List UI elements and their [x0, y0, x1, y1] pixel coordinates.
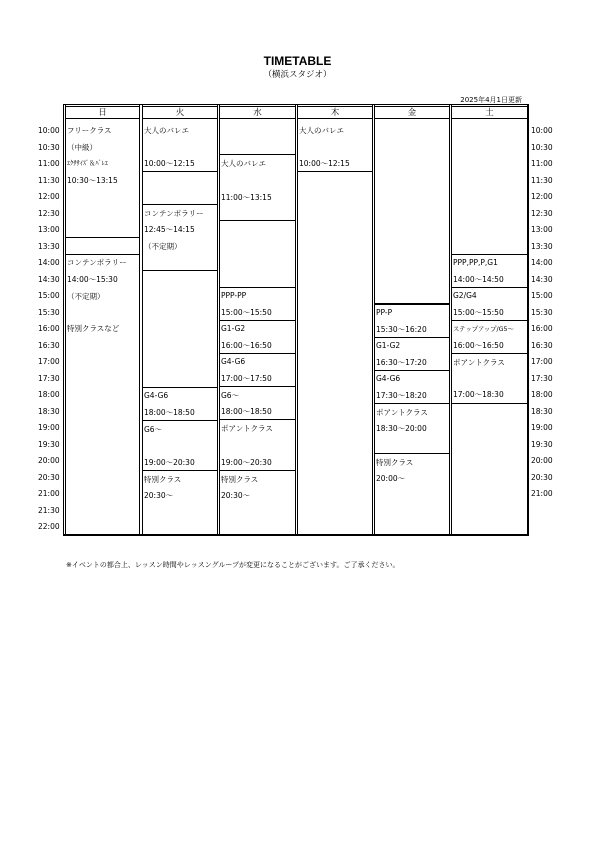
class-name: 大人のバレエ [221, 159, 266, 168]
time-label: 12:00 [38, 192, 60, 201]
time-label: 17:30 [38, 374, 60, 383]
class-name: ポアントクラス [376, 408, 428, 417]
empty-block [451, 123, 528, 255]
class-time: 17:00～17:50 [221, 374, 272, 383]
empty-block [297, 172, 373, 536]
class-block [142, 421, 218, 471]
class-block [142, 388, 218, 421]
time-label: 12:30 [38, 209, 60, 218]
class-block [451, 255, 528, 288]
class-time: 18:00～18:50 [221, 407, 272, 416]
time-label: 10:30 [531, 143, 553, 152]
class-time: 10:30～13:15 [67, 176, 118, 185]
day-header-sun: 日 [65, 106, 140, 119]
page-title: TIMETABLE [263, 54, 332, 68]
time-label: 14:00 [531, 258, 553, 267]
class-block [451, 321, 528, 354]
class-name: 大人のバレエ [299, 126, 344, 135]
time-label: 18:00 [38, 390, 60, 399]
class-time: 16:00～16:50 [221, 341, 272, 350]
empty-block [374, 123, 450, 305]
time-label: 10:00 [531, 126, 553, 135]
time-label: 19:30 [531, 440, 553, 449]
class-name: 大人のバレエ [144, 126, 189, 135]
time-label: 15:30 [531, 308, 553, 317]
time-label: 19:00 [531, 423, 553, 432]
time-label: 13:00 [38, 225, 60, 234]
time-label: 16:30 [531, 341, 553, 350]
class-time: 19:00～20:30 [221, 458, 272, 467]
class-block [374, 404, 450, 454]
time-label: 15:00 [38, 291, 60, 300]
time-label: 11:30 [38, 176, 60, 185]
class-block [219, 354, 296, 387]
class-time: 14:00～14:50 [453, 275, 504, 284]
time-label: 16:30 [38, 341, 60, 350]
day-header-fri: 金 [374, 106, 450, 119]
day-header-sat: 土 [451, 106, 528, 119]
time-label: 12:00 [531, 192, 553, 201]
time-label: 17:00 [38, 357, 60, 366]
time-label: 14:30 [38, 275, 60, 284]
time-label: 19:30 [38, 440, 60, 449]
class-time: 11:00～13:15 [221, 193, 272, 202]
class-time: 20:30～ [221, 491, 251, 500]
class-block [65, 123, 140, 238]
time-label: 18:30 [531, 407, 553, 416]
class-name: ポアントクラス [221, 424, 273, 433]
class-block [451, 354, 528, 404]
time-label: 14:30 [531, 275, 553, 284]
class-name: コンテンポラリー [67, 258, 127, 267]
time-label: 16:00 [531, 324, 553, 333]
class-time: 12:45～14:15 [144, 225, 195, 234]
class-block [219, 321, 296, 354]
break-block [142, 271, 218, 388]
class-name: G4-G6 [376, 374, 401, 383]
time-label: 11:00 [531, 159, 553, 168]
time-label: 15:30 [38, 308, 60, 317]
time-label: 20:00 [38, 456, 60, 465]
class-block [374, 454, 450, 536]
class-block [219, 471, 296, 536]
time-label: 20:00 [531, 456, 553, 465]
class-name: G6～ [221, 391, 240, 400]
class-name: 特別クラスなど [67, 324, 120, 333]
break-block [219, 123, 296, 155]
class-time: 10:00～12:15 [144, 159, 195, 168]
time-label: 11:30 [531, 176, 553, 185]
class-block [142, 205, 218, 271]
class-time: 19:00～20:30 [144, 458, 195, 467]
class-name: 特別クラス [144, 475, 182, 484]
class-name: G1-G2 [221, 324, 246, 333]
class-time: 16:00～16:50 [453, 341, 504, 350]
class-name: 特別クラス [376, 458, 414, 467]
time-label: 19:00 [38, 423, 60, 432]
day-header-tue: 火 [142, 106, 218, 119]
class-block [65, 255, 140, 536]
footnote: ※イベントの都合上、レッスン時間やレッスングループが変更になることがございます。ご了承ください。 [66, 561, 400, 569]
class-name: G6～ [144, 425, 163, 434]
class-time: 20:30～ [144, 491, 174, 500]
time-label: 13:30 [531, 242, 553, 251]
class-time: 17:00～18:30 [453, 390, 504, 399]
class-block [374, 305, 450, 338]
time-label: 13:30 [38, 242, 60, 251]
class-name: コンテンポラリー [144, 209, 204, 218]
class-time: 17:30～18:20 [376, 391, 427, 400]
time-label: 18:30 [38, 407, 60, 416]
class-block [219, 420, 296, 471]
time-label: 11:00 [38, 159, 60, 168]
class-time: 18:00～18:50 [144, 408, 195, 417]
class-time: 10:00～12:15 [299, 159, 350, 168]
break-block [142, 172, 218, 205]
time-label: 18:00 [531, 390, 553, 399]
time-label: 17:30 [531, 374, 553, 383]
class-name: ステップアップ/G5～ [453, 326, 514, 333]
class-block [219, 155, 296, 221]
time-label: 10:00 [38, 126, 60, 135]
time-label: 13:00 [531, 225, 553, 234]
time-label: 20:30 [531, 473, 553, 482]
class-note: （不定期） [67, 292, 105, 301]
time-label: 21:00 [38, 489, 60, 498]
time-label: 12:30 [531, 209, 553, 218]
class-name: PPP,PP,P,G1 [453, 258, 498, 267]
class-block [142, 123, 218, 172]
class-time: 14:00～15:30 [67, 275, 118, 284]
class-time: 15:00～15:50 [221, 308, 272, 317]
time-label: 20:30 [38, 473, 60, 482]
time-label: 15:00 [531, 291, 553, 300]
class-name: G1-G2 [376, 341, 401, 350]
class-block [374, 338, 450, 371]
class-name: PP-P [376, 308, 393, 317]
updated-date: 2025年4月1日更新 [460, 96, 522, 104]
class-name: ｴｸｻｻｲｽﾞ＆ﾊﾞﾚｴ [67, 160, 108, 167]
day-header-thu: 木 [297, 106, 373, 119]
class-name: フリークラス [67, 126, 112, 135]
class-time: 15:30～16:20 [376, 325, 427, 334]
class-name: 特別クラス [221, 475, 259, 484]
class-name: ポアントクラス [453, 358, 505, 367]
class-name: PPP-PP [221, 291, 247, 300]
class-time: 18:30～20:00 [376, 424, 427, 433]
time-label: 22:00 [38, 522, 60, 531]
time-label: 17:00 [531, 357, 553, 366]
class-block [451, 288, 528, 321]
time-label: 21:00 [531, 489, 553, 498]
class-name: G4-G6 [144, 391, 169, 400]
class-name: G4-G6 [221, 357, 246, 366]
studio-subtitle: （横浜スタジオ） [263, 70, 332, 80]
class-block [219, 387, 296, 420]
class-time: 20:00～ [376, 474, 406, 483]
break-block [65, 238, 140, 255]
class-note: （不定期） [144, 242, 182, 251]
class-time: 15:00～15:50 [453, 308, 504, 317]
break-block [219, 221, 296, 288]
day-header-wed: 水 [219, 106, 296, 119]
class-block [219, 288, 296, 321]
class-note: （中級） [67, 143, 97, 152]
class-block [142, 471, 218, 536]
time-label: 16:00 [38, 324, 60, 333]
class-name: G2/G4 [453, 291, 477, 300]
time-label: 10:30 [38, 143, 60, 152]
class-block [297, 123, 373, 172]
time-label: 14:00 [38, 258, 60, 267]
class-block [374, 371, 450, 404]
time-label: 21:30 [38, 506, 60, 515]
class-time: 16:30～17:20 [376, 358, 427, 367]
